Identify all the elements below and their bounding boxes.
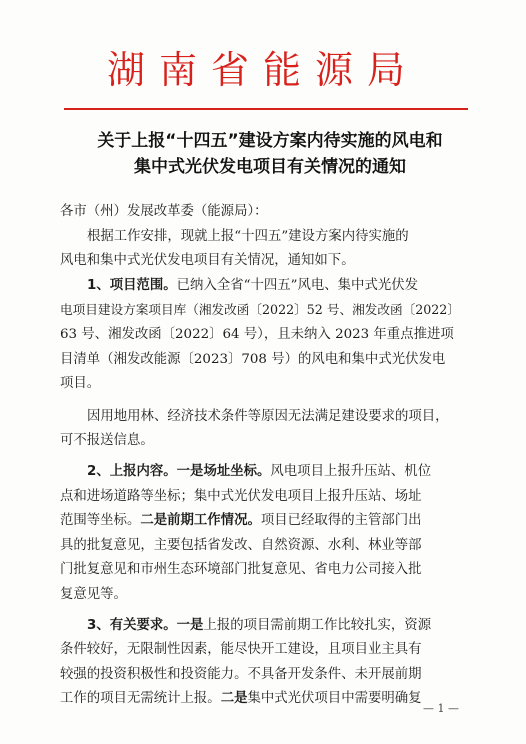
section-3-sub-1: 一是 bbox=[176, 617, 204, 633]
section-2-sub-2: 二是前期工作情况。 bbox=[140, 513, 261, 529]
intro-line-1: 根据工作安排，现就上报“十四五”建设方案内待实施的 bbox=[87, 228, 409, 244]
section-2-sub-1: 一是场址坐标。 bbox=[176, 463, 271, 479]
section-2-text-3: 范围等坐标。 bbox=[60, 513, 141, 529]
section-2-line-1 bbox=[60, 460, 464, 485]
section-3-line-3: 较强的投资积极性和投资能力。不具备开发条件、未开展前期 bbox=[60, 666, 422, 682]
header-red-rule bbox=[64, 108, 468, 110]
section-1-line-2: 电项目建设方案项目库（湘发改函〔2022〕52 号、湘发改函〔2022〕 bbox=[60, 302, 460, 318]
section-2-line-4: 具的批复意见，主要包括省发改、自然资源、水利、林业等部 bbox=[60, 537, 422, 553]
document-body bbox=[60, 200, 464, 712]
section-2-line-6: 复意见等。 bbox=[60, 586, 127, 602]
section-3-sub-2: 二是 bbox=[220, 691, 248, 707]
agency-header: 湖南省能源局 bbox=[106, 48, 419, 92]
section-1-line-1 bbox=[60, 274, 464, 299]
section-2-text-3b: 项目已经取得的主管部门出 bbox=[260, 513, 422, 529]
section-1-line-4: 目清单（湘发改能源〔2023〕708 号）的风电和集中式光伏发电 bbox=[60, 351, 446, 367]
section-2-text-1: 风电项目上报升压站、机位 bbox=[270, 463, 432, 479]
section-3-text-1: 上报的项目需前期工作比较扎实，资源 bbox=[203, 617, 432, 633]
section-2-line-2: 点和进场道路等坐标；集中式光伏发电项目上报升压站、场址 bbox=[60, 488, 422, 504]
section-2-line-3 bbox=[60, 509, 464, 534]
section-3-heading: 3、有关要求。 bbox=[87, 617, 177, 633]
intro-line-2: 风电和集中式光伏发电项目有关情况，通知如下。 bbox=[60, 253, 355, 269]
section-2-line-5: 门批复意见和市州生态环境部门批复意见、省电力公司接入批 bbox=[60, 562, 422, 578]
document-title-line-2: 集中式光伏发电项目有关情况的通知 bbox=[134, 157, 406, 177]
salutation: 各市（州）发展改革委（能源局）： bbox=[60, 204, 268, 219]
section-1-line-5: 项目。 bbox=[60, 376, 101, 392]
section-1b-line-2: 可不报送信息。 bbox=[60, 433, 154, 449]
section-1b-line-1: 因用地用林、经济技术条件等原因无法满足建设要求的项目， bbox=[87, 408, 449, 424]
document-title bbox=[60, 128, 480, 180]
section-3-line-2: 条件较好，无限制性因素，能尽快开工建设，且项目业主具有 bbox=[60, 642, 422, 658]
section-1-heading: 1、项目范围。 bbox=[87, 277, 177, 293]
section-3-line-4 bbox=[60, 687, 464, 712]
section-1-text-1: 已纳入全省“十四五”风电、集中式光伏发 bbox=[176, 277, 419, 293]
section-1-line-3: 63 号、湘发改函〔2022〕64 号），且未纳入 2023 年重点推进项 bbox=[60, 326, 454, 342]
document-title-line-1: 关于上报“十四五”建设方案内待实施的风电和 bbox=[97, 131, 443, 151]
section-3-line-1 bbox=[60, 614, 464, 639]
section-3-text-4a: 工作的项目无需统计上报。 bbox=[60, 691, 221, 707]
section-3-text-4b: 集中式光伏项目中需要明确复 bbox=[247, 691, 422, 707]
section-2-heading: 2、上报内容。 bbox=[87, 463, 177, 479]
page-number: — 1 — bbox=[423, 702, 459, 715]
